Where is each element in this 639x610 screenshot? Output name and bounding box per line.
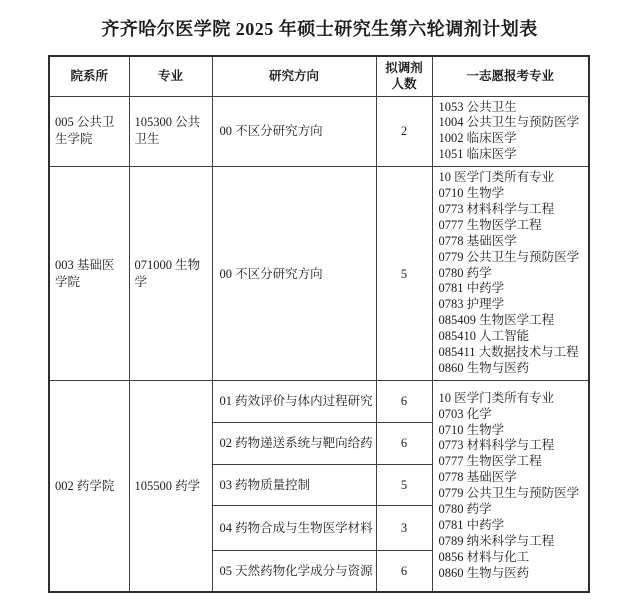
first-choice-major: 0773 材料科学与工程 xyxy=(438,438,555,453)
first-choice-major: 0779 公共卫生与预防医学 xyxy=(438,249,580,264)
department-cell: 003 基础医学院 xyxy=(49,167,129,381)
first-choice-major: 0860 生物与医药 xyxy=(438,361,530,375)
table-row-pharmacy-direction-01 xyxy=(49,380,589,422)
first-choice-cell xyxy=(432,96,589,167)
major-cell: 105300 公共卫生 xyxy=(129,96,212,167)
direction-cell: 00 不区分研究方向 xyxy=(212,167,376,381)
quota-cell: 6 xyxy=(376,380,432,422)
first-choice-cell xyxy=(432,380,589,592)
quota-cell: 5 xyxy=(376,464,432,505)
first-choice-major: 085410 人工智能 xyxy=(438,329,530,344)
direction-cell: 00 不区分研究方向 xyxy=(212,96,376,167)
adjustment-plan-table xyxy=(48,55,590,593)
first-choice-major: 0773 材料科学与工程 xyxy=(438,201,555,216)
header-row xyxy=(49,56,589,96)
major-cell: 105500 药学 xyxy=(129,380,212,592)
first-choice-major: 0781 中药学 xyxy=(438,281,505,296)
direction-cell: 05 天然药物化学成分与资源 xyxy=(212,550,376,592)
first-choice-major: 0860 生物与医药 xyxy=(438,565,530,580)
first-choice-major: 0710 生物学 xyxy=(438,186,505,201)
first-choice-major: 0703 化学 xyxy=(438,406,492,421)
col-header-department: 院系所 xyxy=(49,56,129,96)
first-choice-major: 1053 公共卫生 xyxy=(438,99,517,114)
quota-cell: 5 xyxy=(376,167,432,381)
first-choice-major: 0856 材料与化工 xyxy=(438,549,530,564)
first-choice-major: 0778 基础医学 xyxy=(438,233,517,248)
table-row-public-health xyxy=(49,96,589,167)
first-choice-major: 0779 公共卫生与预防医学 xyxy=(438,486,580,501)
first-choice-major: 1002 临床医学 xyxy=(438,131,517,146)
first-choice-major: 0780 药学 xyxy=(438,265,492,280)
first-choice-major: 0783 护理学 xyxy=(438,297,505,312)
first-choice-major: 0789 纳米科学与工程 xyxy=(438,533,555,548)
first-choice-major: 0777 生物医学工程 xyxy=(438,454,542,469)
table-row-basic-medicine xyxy=(49,167,589,381)
department-cell: 002 药学院 xyxy=(49,380,129,592)
direction-cell: 03 药物质量控制 xyxy=(212,464,376,505)
first-choice-major: 10 医学门类所有专业 xyxy=(438,170,555,185)
first-choice-major: 0780 药学 xyxy=(438,502,492,517)
direction-cell: 04 药物合成与生物医学材料 xyxy=(212,505,376,550)
col-header-first-choice: 一志愿报考专业 xyxy=(432,56,589,96)
department-cell: 005 公共卫生学院 xyxy=(49,96,129,167)
first-choice-major: 0781 中药学 xyxy=(438,517,505,532)
first-choice-cell xyxy=(432,167,589,381)
direction-cell: 02 药物递送系统与靶向给药 xyxy=(212,422,376,464)
major-cell: 071000 生物学 xyxy=(129,167,212,381)
quota-cell: 6 xyxy=(376,550,432,592)
first-choice-major: 1051 临床医学 xyxy=(438,147,517,162)
quota-cell: 6 xyxy=(376,422,432,464)
first-choice-major: 0778 基础医学 xyxy=(438,470,517,485)
quota-cell: 3 xyxy=(376,505,432,550)
col-header-quota: 拟调剂人数 xyxy=(376,56,432,96)
first-choice-major: 1004 公共卫生与预防医学 xyxy=(438,115,580,130)
col-header-direction: 研究方向 xyxy=(212,56,376,96)
direction-cell: 01 药效评价与体内过程研究 xyxy=(212,380,376,422)
first-choice-major: 085409 生物医学工程 xyxy=(438,313,555,328)
first-choice-major: 085411 大数据技术与工程 xyxy=(438,345,579,360)
first-choice-major: 0710 生物学 xyxy=(438,422,505,437)
quota-cell: 2 xyxy=(376,96,432,167)
page-title: 齐齐哈尔医学院 2025 年硕士研究生第六轮调剂计划表 xyxy=(101,19,538,39)
first-choice-major: 0777 生物医学工程 xyxy=(438,217,542,232)
first-choice-major: 10 医学门类所有专业 xyxy=(438,390,555,405)
col-header-major: 专业 xyxy=(129,56,212,96)
